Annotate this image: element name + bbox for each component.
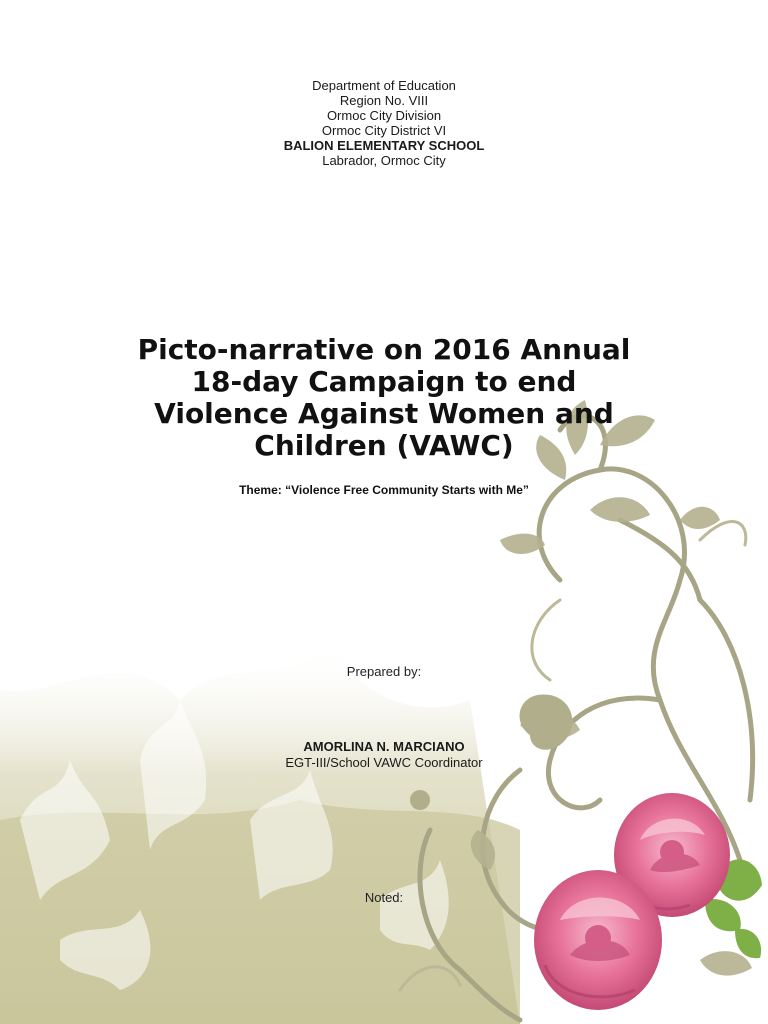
noted-label: Noted:	[364, 890, 404, 905]
department-name: Department of Education	[312, 78, 456, 93]
signer-name: AMORLINA N. MARCIANO	[303, 739, 465, 754]
region-name: Region No. VIII	[339, 93, 429, 108]
signer-role: EGT-III/School VAWC Coordinator	[285, 755, 483, 770]
prepared-by-label: Prepared by:	[346, 664, 422, 679]
title-line-3: Violence Against Women and	[154, 397, 614, 430]
title-line-2: 18-day Campaign to end	[191, 365, 577, 398]
theme-text: Theme: “Violence Free Community Starts with Me”	[239, 483, 529, 497]
division-name: Ormoc City Division	[326, 108, 442, 123]
document-title	[84, 334, 684, 462]
signer-block	[0, 739, 768, 771]
school-name: BALION ELEMENTARY SCHOOL	[283, 138, 485, 153]
title-line-4: Children (VAWC)	[254, 429, 514, 462]
title-line-1: Picto-narrative on 2016 Annual	[137, 333, 631, 366]
district-name: Ormoc City District VI	[321, 123, 447, 138]
institution-header	[0, 78, 768, 168]
school-address: Labrador, Ormoc City	[322, 153, 446, 168]
